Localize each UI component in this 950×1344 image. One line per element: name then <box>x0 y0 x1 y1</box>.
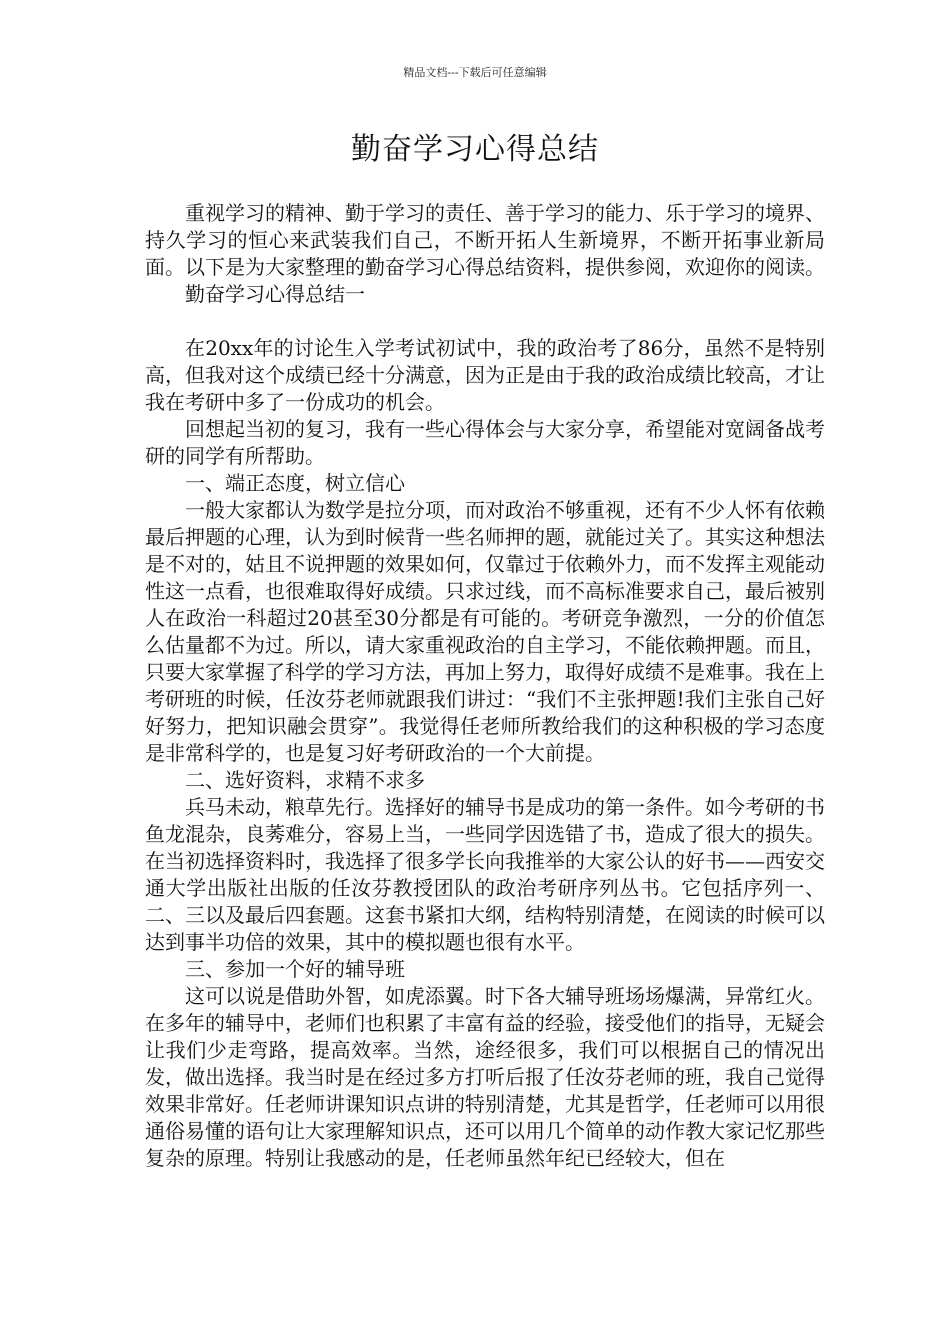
body-paragraph: 回想起当初的复习，我有一些心得体会与大家分享，希望能对宽阔备战考研的同学有所帮助。 <box>145 417 825 468</box>
header-note: 精品文档---下载后可任意编辑 <box>403 66 547 79</box>
document-body <box>145 200 825 1172</box>
intro-paragraph: 重视学习的精神、勤于学习的责任、善于学习的能力、乐于学习的境界、持久学习的恒心来武装我们自己，不断开拓人生新境界，不断开拓事业新局面。以下是为大家整理的勤奋学习心得总结资料，提供参阅，欢迎你的阅读。 <box>145 201 825 279</box>
blank-line <box>145 308 825 335</box>
subsection-heading: 三、参加一个好的辅导班 <box>185 957 405 981</box>
section-heading: 勤奋学习心得总结一 <box>185 282 365 306</box>
body-paragraph: 一般大家都认为数学是拉分项，而对政治不够重视，还有不少人怀有依赖最后押题的心理，认为到时候背一些名师押的题，就能过关了。其实这种想法是不对的，姑且不说押题的效果如何，仅靠过于依赖外力，而不发挥主观能动性这一点看，也很难取得好成绩。只求过线，而不高标准要求自己，最后被别人在政治一科超过20甚至30分都是有可能的。考研竞争激烈，一分的价值怎么估量都不为过。所以，请大家重视政治的自主学习，不能依赖押题。而且，只要大家掌握了科学的学习方法，再加上努力，取得好成绩不是难事。我在上考研班的时候，任汝芬老师就跟我们讲过：“我们不主张押题!我们主张自己好好努力，把知识融会贯穿”。我觉得任老师所教给我们的这种积极的学习态度是非常科学的，也是复习好考研政治的一个大前提。 <box>145 498 825 765</box>
body-paragraph: 这可以说是借助外智，如虎添翼。时下各大辅导班场场爆满，异常红火。在多年的辅导中，老师们也积累了丰富有益的经验，接受他们的指导，无疑会让我们少走弯路，提高效率。当然，途经很多，我们可以根据自己的情况出发，做出选择。我当时是在经过多方打听后报了任汝芬老师的班，我自己觉得效果非常好。任老师讲课知识点讲的特别清楚，尤其是哲学，任老师可以用很通俗易懂的语句让大家理解知识点，还可以用几个简单的动作教大家记忆那些复杂的原理。特别让我感动的是，任老师虽然年纪已经较大，但在 <box>145 984 825 1170</box>
body-paragraph: 兵马未动，粮草先行。选择好的辅导书是成功的第一条件。如今考研的书鱼龙混杂，良莠难分，容易上当，一些同学因选错了书，造成了很大的损失。在当初选择资料时，我选择了很多学长向我推举的大家公认的好书——西安交通大学出版社出版的任汝芬教授团队的政治考研序列丛书。它包括序列一、二、三以及最后四套题。这套书紧扣大纲，结构特别清楚，在阅读的时候可以达到事半功倍的效果，其中的模拟题也很有水平。 <box>145 795 825 954</box>
document-title: 勤奋学习心得总结 <box>351 132 599 167</box>
body-paragraph: 在20xx年的讨论生入学考试初试中，我的政治考了86分，虽然不是特别高，但我对这个成绩已经十分满意，因为正是由于我的政治成绩比较高，才让我在考研中多了一份成功的机会。 <box>145 336 825 414</box>
subsection-heading: 二、选好资料，求精不求多 <box>185 768 425 792</box>
subsection-heading: 一、端正态度，树立信心 <box>185 471 405 495</box>
